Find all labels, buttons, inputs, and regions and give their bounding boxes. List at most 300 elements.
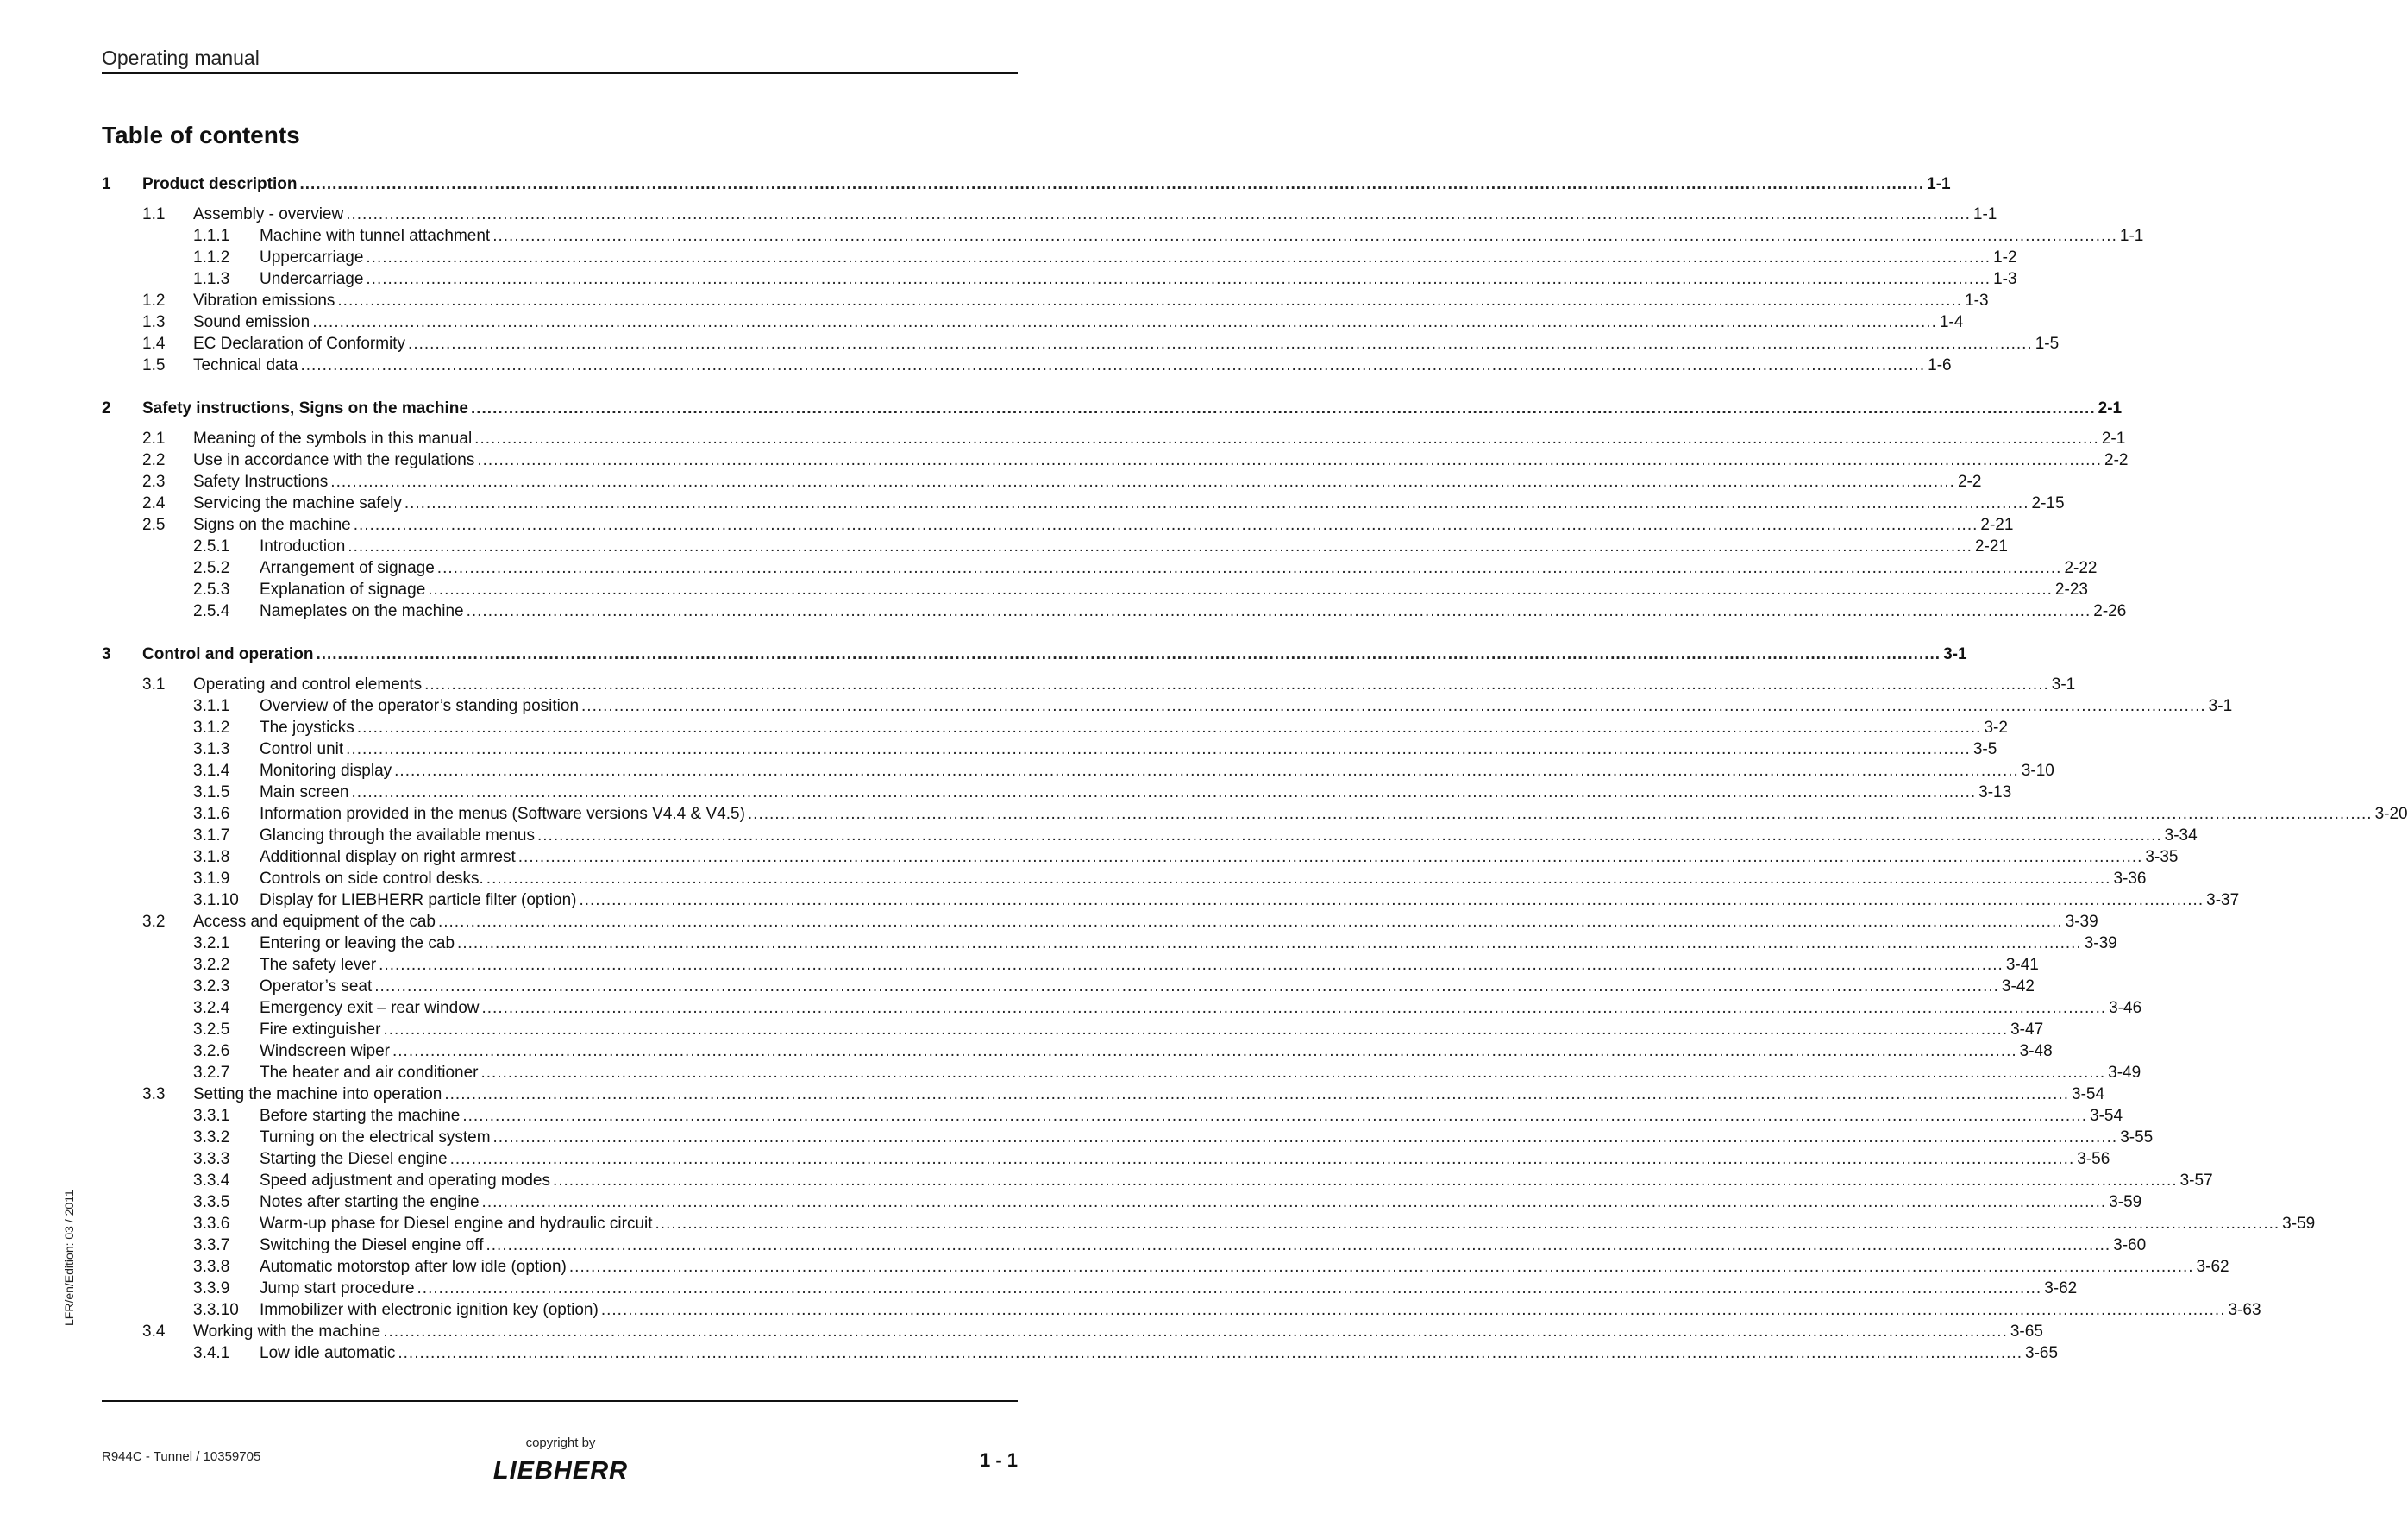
toc-entry-number: 3.1.9 <box>193 870 230 888</box>
toc-entry-page: 2-21 <box>1980 516 2014 534</box>
toc-entry-line <box>260 1148 2110 1170</box>
toc-entry-page: 1-3 <box>1965 292 1989 310</box>
dot-leader: ............................................................................................................................................................................................................................................................................................................ <box>568 1258 2194 1276</box>
toc-entry-title: Starting the Diesel engine <box>260 1150 448 1168</box>
toc-entry-number: 3.2.7 <box>193 1064 230 1082</box>
toc-entry-page: 2-1 <box>2101 430 2126 448</box>
dot-leader: ............................................................................................................................................................................................................................................................................................................ <box>312 313 1937 331</box>
toc-entry-page: 2-1 <box>2098 399 2123 418</box>
chapter-spacer <box>102 419 1018 428</box>
toc-entry-line <box>260 1170 2213 1191</box>
footer-doc-id: R944C - Tunnel / 10359705 <box>102 1449 261 1464</box>
toc-entry-number: 3.3.10 <box>193 1301 239 1319</box>
dot-leader: ............................................................................................................................................................................................................................................................................................................ <box>437 913 2063 931</box>
toc-entry-title: The heater and air conditioner <box>260 1064 479 1082</box>
toc-section[interactable] <box>102 514 2014 536</box>
toc-entry-line <box>260 225 2144 247</box>
toc-entry-title: Nameplates on the machine <box>260 602 464 620</box>
toc-entry-line <box>260 1342 2059 1364</box>
toc-entry-number: 3.3.8 <box>193 1258 230 1276</box>
toc-entry-title: Jump start procedure <box>260 1279 415 1297</box>
toc-entry-line <box>142 644 1967 665</box>
toc-entry-title: Uppercarriage <box>260 248 364 267</box>
toc-entry-title: Working with the machine <box>193 1322 381 1341</box>
toc-subsection[interactable] <box>102 846 2179 868</box>
dot-leader: ............................................................................................................................................................................................................................................................................................................ <box>486 870 2111 888</box>
toc-entry-page: 3-65 <box>2010 1322 2043 1341</box>
header-title: Operating manual <box>102 47 260 69</box>
toc-entry-page: 3-62 <box>2044 1279 2078 1297</box>
toc-entry-title: Undercarriage <box>260 270 364 288</box>
dot-leader: ............................................................................................................................................................................................................................................................................................................ <box>470 399 2096 418</box>
toc-entry-line <box>260 557 2098 579</box>
toc-entry-title: The joysticks <box>260 719 354 737</box>
toc-entry-page: 3-47 <box>2010 1021 2044 1039</box>
toc-entry-line <box>193 290 1989 311</box>
dot-leader: ............................................................................................................................................................................................................................................................................................................ <box>366 270 1991 288</box>
dot-leader: ............................................................................................................................................................................................................................................................................................................ <box>383 1021 2009 1039</box>
chapter-spacer <box>102 665 1018 674</box>
liebherr-logo-text: LIEBHERR <box>492 1457 629 1485</box>
toc-entry-line <box>193 674 2076 695</box>
dot-leader: ............................................................................................................................................................................................................................................................................................................ <box>517 848 2143 866</box>
toc-entry-line <box>260 933 2117 954</box>
toc-entry-title: Controls on side control desks. <box>260 870 484 888</box>
toc-subsection[interactable] <box>102 717 2008 738</box>
dot-leader: ............................................................................................................................................................................................................................................................................................................ <box>486 1236 2111 1254</box>
toc-entry-line <box>260 268 2017 290</box>
toc-entry-title: Operating and control elements <box>193 675 423 694</box>
dot-leader: ............................................................................................................................................................................................................................................................................................................ <box>394 762 2019 780</box>
toc-entry-title: The safety lever <box>260 956 377 974</box>
toc-entry-line <box>260 1040 2053 1062</box>
toc-entry-title: Immobilizer with electronic ignition key (option) <box>260 1301 599 1319</box>
toc-entry-page: 3-55 <box>2120 1128 2154 1146</box>
toc-entry-line <box>193 911 2098 933</box>
dot-leader: ............................................................................................................................................................................................................................................................................................................ <box>392 1042 2017 1060</box>
toc-entry-line <box>260 600 2127 622</box>
dot-leader: ............................................................................................................................................................................................................................................................................................................ <box>374 977 1999 996</box>
toc-entry-line <box>260 889 2240 911</box>
dot-leader: ............................................................................................................................................................................................................................................................................................................ <box>351 783 1977 801</box>
toc-entry-page: 2-22 <box>2064 559 2098 577</box>
toc-subsection[interactable] <box>102 1019 2044 1040</box>
toc-entry-line <box>193 333 2060 355</box>
toc-entry-number: 1.1.1 <box>193 227 230 245</box>
toc-chapter[interactable] <box>102 644 1967 665</box>
toc-entry-title: Monitoring display <box>260 762 392 780</box>
toc-entry-page: 1-2 <box>1993 248 2017 267</box>
toc-entry-line <box>260 825 2198 846</box>
toc-section[interactable] <box>102 674 2076 695</box>
toc-entry-title: Main screen <box>260 783 349 801</box>
toc-entry-line <box>193 204 1997 225</box>
toc-section[interactable] <box>102 449 2129 471</box>
chapter-spacer <box>102 376 1018 398</box>
dot-leader: ............................................................................................................................................................................................................................................................................................................ <box>444 1085 2070 1103</box>
toc-entry-page: 3-39 <box>2065 913 2098 931</box>
toc-entry-title: Display for LIEBHERR particle filter (option) <box>260 891 577 909</box>
chapter-spacer <box>102 622 1018 644</box>
toc-entry-number: 3.2.2 <box>193 956 230 974</box>
toc-entry-number: 3.3.7 <box>193 1236 230 1254</box>
dot-leader: ............................................................................................................................................................................................................................................................................................................ <box>747 805 2373 823</box>
footer-divider <box>102 1400 1018 1402</box>
toc-entry-number: 3.3.1 <box>193 1107 230 1125</box>
toc-entry-number: 3 <box>102 645 111 663</box>
toc-subsection[interactable] <box>102 1062 2141 1084</box>
toc-entry-page: 3-36 <box>2113 870 2147 888</box>
toc-entry-number: 3.2.5 <box>193 1021 230 1039</box>
toc-entry-number: 3.1.10 <box>193 891 239 909</box>
toc-entry-line <box>260 803 2408 825</box>
toc-section[interactable] <box>102 355 1952 376</box>
dot-leader: ............................................................................................................................................................................................................................................................................................................ <box>404 494 2029 512</box>
toc-subsection[interactable] <box>102 1234 2147 1256</box>
toc-entry-number: 1.3 <box>142 313 166 331</box>
toc-subsection[interactable] <box>102 1170 2213 1191</box>
toc-entry-page: 3-39 <box>2084 934 2117 952</box>
toc-entry-page: 2-2 <box>2104 451 2129 469</box>
dot-leader: ............................................................................................................................................................................................................................................................................................................ <box>398 1344 2023 1362</box>
toc-entry-title: Additionnal display on right armrest <box>260 848 516 866</box>
toc-chapter[interactable] <box>102 173 1951 195</box>
toc-entry-line <box>193 471 1982 493</box>
toc-entry-line <box>260 954 2039 976</box>
toc-subsection[interactable] <box>102 557 2098 579</box>
toc-entry-title: Use in accordance with the regulations <box>193 451 475 469</box>
toc-entry-line <box>260 738 1997 760</box>
toc-entry-title: Control unit <box>260 740 344 758</box>
dot-leader: ............................................................................................................................................................................................................................................................................................................ <box>383 1322 2008 1341</box>
toc-entry-page: 2-21 <box>1974 537 2008 556</box>
toc-entry-number: 3.2.4 <box>193 999 230 1017</box>
toc-entry-number: 3.1.7 <box>193 826 230 845</box>
toc-title: Table of contents <box>102 122 300 148</box>
toc-entry-number: 3.2 <box>142 913 166 931</box>
liebherr-logo <box>476 1456 645 1485</box>
toc-chapter[interactable] <box>102 398 2123 419</box>
toc-entry-number: 1.1 <box>142 205 166 223</box>
toc-entry-title: Technical data <box>193 356 298 374</box>
toc-section[interactable] <box>102 204 1997 225</box>
toc-entry-page: 1-4 <box>1939 313 1964 331</box>
toc-entry-title: Product description <box>142 175 298 193</box>
toc-entry-title: Automatic motorstop after low idle (option) <box>260 1258 567 1276</box>
toc-entry-page: 3-46 <box>2109 999 2142 1017</box>
toc-entry-number: 3.3 <box>142 1085 166 1103</box>
toc-entry-line <box>260 579 2088 600</box>
toc-entry-page: 2-23 <box>2054 581 2088 599</box>
toc-entry-number: 3.1.4 <box>193 762 230 780</box>
toc-section[interactable] <box>102 493 2065 514</box>
toc-entry-number: 2.3 <box>142 473 166 491</box>
toc-subsection[interactable] <box>102 933 2117 954</box>
toc-entry-page: 3-59 <box>2282 1215 2316 1233</box>
toc-entry-title: Vibration emissions <box>193 292 335 310</box>
toc-subsection[interactable] <box>102 1342 2059 1364</box>
toc-entry-page: 1-5 <box>2035 335 2060 353</box>
toc-subsection[interactable] <box>102 225 2144 247</box>
toc-section[interactable] <box>102 311 1964 333</box>
toc-entry-line <box>260 1191 2142 1213</box>
toc-section[interactable] <box>102 1321 2043 1342</box>
toc-entry-page: 3-2 <box>1984 719 2008 737</box>
toc-entry-page: 3-1 <box>1943 645 1967 663</box>
toc-entry-title: Information provided in the menus (Software versions V4.4 & V4.5) <box>260 805 745 823</box>
toc-entry-page: 3-56 <box>2077 1150 2110 1168</box>
toc-subsection[interactable] <box>102 1105 2123 1127</box>
toc-entry-number: 3.1 <box>142 675 166 694</box>
dot-leader: ............................................................................................................................................................................................................................................................................................................ <box>474 430 2099 448</box>
toc-entry-title: Signs on the machine <box>193 516 351 534</box>
toc-entry-number: 2.4 <box>142 494 166 512</box>
toc-entry-line <box>260 997 2142 1019</box>
toc-entry-page: 3-10 <box>2021 762 2054 780</box>
toc-section[interactable] <box>102 471 1982 493</box>
toc-entry-line <box>260 695 2233 717</box>
header-divider <box>102 72 1018 74</box>
toc-subsection[interactable] <box>102 760 2054 782</box>
toc-entry-number: 1.1.3 <box>193 270 230 288</box>
toc-section[interactable] <box>102 290 1989 311</box>
toc-entry-title: Glancing through the available menus <box>260 826 535 845</box>
toc-entry-number: 1.1.2 <box>193 248 230 267</box>
toc-entry-page: 3-35 <box>2145 848 2179 866</box>
toc-entry-line <box>193 311 1964 333</box>
dot-leader: ............................................................................................................................................................................................................................................................................................................ <box>353 516 1978 534</box>
toc-entry-page: 1-1 <box>1972 205 1997 223</box>
toc-section[interactable] <box>102 911 2098 933</box>
toc-subsection[interactable] <box>102 782 2012 803</box>
toc-entry-title: Assembly - overview <box>193 205 344 223</box>
toc-subsection[interactable] <box>102 976 2035 997</box>
toc-entry-title: Overview of the operator’s standing position <box>260 697 580 715</box>
toc-entry-line <box>260 1234 2147 1256</box>
toc-subsection[interactable] <box>102 889 2240 911</box>
dot-leader: ............................................................................................................................................................................................................................................................................................................ <box>481 999 2107 1017</box>
toc-entry-number: 1.2 <box>142 292 166 310</box>
edition-side-text: LFR/en/Edition: 03 / 2011 <box>62 1190 76 1326</box>
toc-entry-line <box>260 536 2008 557</box>
toc-entry-page: 3-63 <box>2228 1301 2261 1319</box>
toc-entry-line <box>260 1062 2141 1084</box>
toc-entry-number: 1 <box>102 175 111 193</box>
toc-subsection[interactable] <box>102 868 2147 889</box>
toc-entry-number: 3.1.8 <box>193 848 230 866</box>
toc-entry-number: 3.1.6 <box>193 805 230 823</box>
toc-subsection[interactable] <box>102 738 1997 760</box>
dot-leader: ............................................................................................................................................................................................................................................................................................................ <box>356 719 1982 737</box>
toc-entry-title: Notes after starting the engine <box>260 1193 480 1211</box>
toc-entry-line <box>142 173 1951 195</box>
toc-entry-page: 1-3 <box>1993 270 2017 288</box>
toc-entry-page: 3-41 <box>2005 956 2039 974</box>
toc-entry-number: 3.1.3 <box>193 740 230 758</box>
toc-entry-page: 3-13 <box>1978 783 2012 801</box>
toc-entry-number: 2.5.3 <box>193 581 230 599</box>
toc-subsection[interactable] <box>102 1299 2261 1321</box>
toc-entry-number: 3.3.2 <box>193 1128 230 1146</box>
toc-entry-page: 3-20 <box>2374 805 2408 823</box>
toc-entry-number: 2.1 <box>142 430 166 448</box>
toc-subsection[interactable] <box>102 997 2142 1019</box>
dot-leader: ............................................................................................................................................................................................................................................................................................................ <box>477 451 2103 469</box>
dot-leader: ............................................................................................................................................................................................................................................................................................................ <box>492 227 2117 245</box>
toc-entry-title: Operator’s seat <box>260 977 373 996</box>
toc-subsection[interactable] <box>102 803 2408 825</box>
toc-entry-line <box>260 782 2012 803</box>
toc-entry-title: Safety Instructions <box>193 473 329 491</box>
toc-entry-number: 2 <box>102 399 111 418</box>
page-number: 1 - 1 <box>979 1449 1018 1471</box>
dot-leader: ............................................................................................................................................................................................................................................................................................................ <box>581 697 2206 715</box>
toc-entry-number: 3.3.5 <box>193 1193 230 1211</box>
toc-entry-page: 3-60 <box>2113 1236 2147 1254</box>
toc-entry-title: Explanation of signage <box>260 581 426 599</box>
toc-entry-title: Access and equipment of the cab <box>193 913 436 931</box>
toc-subsection[interactable] <box>102 247 2017 268</box>
dot-leader: ............................................................................................................................................................................................................................................................................................................ <box>346 205 1971 223</box>
toc-subsection[interactable] <box>102 1127 2154 1148</box>
dot-leader: ............................................................................................................................................................................................................................................................................................................ <box>330 473 1955 491</box>
toc-subsection[interactable] <box>102 579 2088 600</box>
dot-leader: ............................................................................................................................................................................................................................................................................................................ <box>579 891 2204 909</box>
toc-entry-title: Control and operation <box>142 645 314 663</box>
toc-subsection[interactable] <box>102 1213 2316 1234</box>
toc-entry-title: Switching the Diesel engine off <box>260 1236 484 1254</box>
toc-entry-title: Servicing the machine safely <box>193 494 402 512</box>
toc-subsection[interactable] <box>102 1040 2053 1062</box>
toc-entry-number: 3.3.6 <box>193 1215 230 1233</box>
dot-leader: ............................................................................................................................................................................................................................................................................................................ <box>299 175 1925 193</box>
toc-entry-line <box>260 1105 2123 1127</box>
dot-leader: ............................................................................................................................................................................................................................................................................................................ <box>466 602 2091 620</box>
toc-entry-line <box>193 493 2065 514</box>
dot-leader: ............................................................................................................................................................................................................................................................................................................ <box>408 335 2033 353</box>
toc-entry-title: Entering or leaving the cab <box>260 934 455 952</box>
toc-entry-number: 3.3.9 <box>193 1279 230 1297</box>
dot-leader: ............................................................................................................................................................................................................................................................................................................ <box>424 675 2049 694</box>
toc-entry-line <box>193 449 2129 471</box>
toc-entry-number: 2.5.1 <box>193 537 230 556</box>
toc-entry-page: 1-6 <box>1928 356 1952 374</box>
toc-subsection[interactable] <box>102 600 2127 622</box>
dot-leader: ............................................................................................................................................................................................................................................................................................................ <box>481 1193 2107 1211</box>
toc-entry-number: 3.2.3 <box>193 977 230 996</box>
toc-entry-number: 3.1.5 <box>193 783 230 801</box>
toc-entry-page: 2-15 <box>2031 494 2065 512</box>
dot-leader: ............................................................................................................................................................................................................................................................................................................ <box>552 1172 2178 1190</box>
toc-entry-line <box>260 976 2035 997</box>
toc-entry-title: Low idle automatic <box>260 1344 396 1362</box>
toc-entry-page: 3-54 <box>2090 1107 2123 1125</box>
toc-entry-number: 3.1.2 <box>193 719 230 737</box>
dot-leader: ............................................................................................................................................................................................................................................................................................................ <box>417 1279 2042 1297</box>
toc-entry-line <box>260 868 2147 889</box>
toc-entry-number: 1.4 <box>142 335 166 353</box>
dot-leader: ............................................................................................................................................................................................................................................................................................................ <box>428 581 2053 599</box>
toc-entry-line <box>260 1278 2078 1299</box>
dot-leader: ............................................................................................................................................................................................................................................................................................................ <box>462 1107 2088 1125</box>
toc-entry-title: Turning on the electrical system <box>260 1128 491 1146</box>
dot-leader: ............................................................................................................................................................................................................................................................................................................ <box>457 934 2082 952</box>
toc-entry-page: 2-2 <box>1957 473 1982 491</box>
toc-entry-page: 2-26 <box>2093 602 2127 620</box>
toc-entry-page: 1-1 <box>2119 227 2144 245</box>
toc-entry-page: 3-42 <box>2001 977 2035 996</box>
toc-entry-page: 3-37 <box>2206 891 2240 909</box>
toc-subsection[interactable] <box>102 1278 2078 1299</box>
toc-subsection[interactable] <box>102 536 2008 557</box>
toc-entry-number: 3.3.4 <box>193 1172 230 1190</box>
toc-section[interactable] <box>102 333 2060 355</box>
dot-leader: ............................................................................................................................................................................................................................................................................................................ <box>480 1064 2106 1082</box>
toc-entry-line <box>260 1213 2316 1234</box>
toc-subsection[interactable] <box>102 268 2017 290</box>
toc-entry-title: Emergency exit – rear window <box>260 999 480 1017</box>
toc-entry-line <box>193 1321 2043 1342</box>
toc-entry-number: 3.4.1 <box>193 1344 230 1362</box>
toc-entry-title: Safety instructions, Signs on the machine <box>142 399 468 418</box>
toc-section[interactable] <box>102 1084 2105 1105</box>
toc-entry-page: 3-57 <box>2179 1172 2213 1190</box>
table-of-contents <box>102 173 2408 1364</box>
dot-leader: ............................................................................................................................................................................................................................................................................................................ <box>300 356 1926 374</box>
toc-subsection[interactable] <box>102 825 2198 846</box>
dot-leader: ............................................................................................................................................................................................................................................................................................................ <box>316 645 1941 663</box>
toc-entry-title: Sound emission <box>193 313 310 331</box>
toc-entry-title: Setting the machine into operation <box>193 1085 442 1103</box>
toc-entry-title: Machine with tunnel attachment <box>260 227 491 245</box>
dot-leader: ............................................................................................................................................................................................................................................................................................................ <box>655 1215 2280 1233</box>
toc-entry-title: EC Declaration of Conformity <box>193 335 406 353</box>
toc-entry-page: 3-49 <box>2108 1064 2141 1082</box>
footer-copyright: copyright by <box>525 1435 596 1450</box>
toc-entry-title: Speed adjustment and operating modes <box>260 1172 550 1190</box>
toc-subsection[interactable] <box>102 1256 2229 1278</box>
chapter-spacer <box>102 195 1018 204</box>
toc-entry-page: 3-1 <box>2208 697 2233 715</box>
toc-entry-number: 3.2.1 <box>193 934 230 952</box>
toc-entry-line <box>260 1299 2261 1321</box>
toc-entry-line <box>260 760 2054 782</box>
toc-subsection[interactable] <box>102 1148 2110 1170</box>
toc-entry-page: 3-54 <box>2072 1085 2105 1103</box>
toc-subsection[interactable] <box>102 695 2233 717</box>
dot-leader: ............................................................................................................................................................................................................................................................................................................ <box>536 826 2162 845</box>
dot-leader: ............................................................................................................................................................................................................................................................................................................ <box>337 292 1963 310</box>
toc-subsection[interactable] <box>102 954 2039 976</box>
toc-entry-title: Arrangement of signage <box>260 559 435 577</box>
toc-entry-line <box>142 398 2123 419</box>
toc-entry-line <box>260 1256 2229 1278</box>
toc-entry-line <box>193 1084 2105 1105</box>
toc-entry-page: 3-48 <box>2019 1042 2053 1060</box>
dot-leader: ............................................................................................................................................................................................................................................................................................................ <box>600 1301 2226 1319</box>
toc-entry-page: 3-65 <box>2025 1344 2059 1362</box>
toc-entry-number: 2.2 <box>142 451 166 469</box>
toc-entry-line <box>260 247 2017 268</box>
toc-entry-number: 1.5 <box>142 356 166 374</box>
toc-entry-page: 1-1 <box>1927 175 1951 193</box>
toc-section[interactable] <box>102 428 2126 449</box>
dot-leader: ............................................................................................................................................................................................................................................................................................................ <box>449 1150 2075 1168</box>
dot-leader: ............................................................................................................................................................................................................................................................................................................ <box>492 1128 2118 1146</box>
toc-entry-page: 3-1 <box>2051 675 2076 694</box>
toc-subsection[interactable] <box>102 1191 2142 1213</box>
dot-leader: ............................................................................................................................................................................................................................................................................................................ <box>366 248 1991 267</box>
